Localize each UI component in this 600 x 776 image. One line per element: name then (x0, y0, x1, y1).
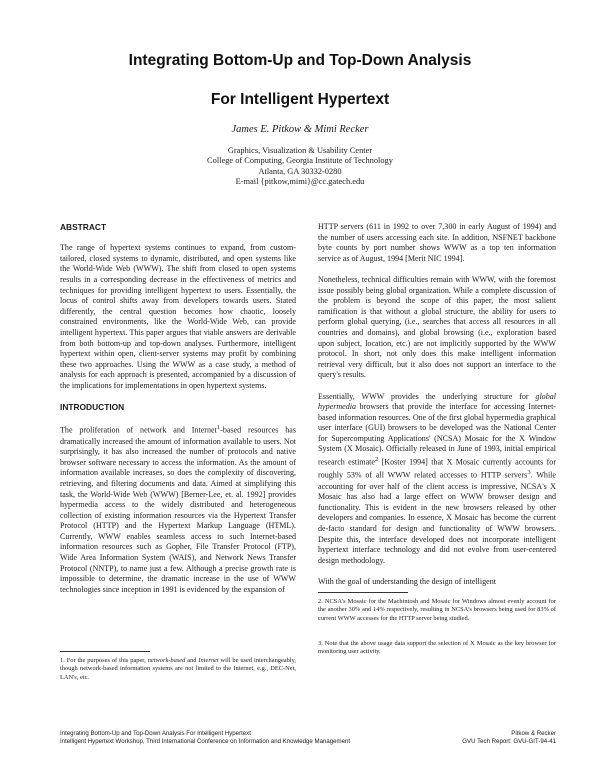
footnote-3: 3. Note that the above usage data support the selection of X Mosaic as the key browser for monitoring user activity. (318, 640, 556, 656)
footer-venue: Intelligent Hypertext Workshop, Third International Conference on Information and Knowledge Management (60, 738, 351, 746)
paragraph-design-goal: With the goal of understanding the design of intelligent (318, 576, 497, 586)
paragraph-global-organization: Nonetheless, technical difficulties remain with WWW, with the foremost issue possibly being global organization. While a complete discussion of the problem is beyond the scope of this paper, the most salient ramification is that without a global structure, the ability for users to perform global querying, (i.e., searches that access all resources in all countries and domains), and global browsing (i.e., exploration based upon subject, location, etc.) are not implicitly supported by the WWW protocol. In short, not only does this make intelligent information retrieval very difficult, but it also does not support an interface to the query's results. (318, 274, 556, 380)
abstract-heading: ABSTRACT (60, 222, 107, 232)
footnote-divider (318, 592, 408, 593)
paragraph-http-growth: HTTP servers (611 in 1992 to over 7,300 in early August of 1994) and the number of users accessing each site. In addition, NSFNET backbone byte counts by port number shows WWW as a top ten information service as of August, 1994 [Merit NIC 1994]. (318, 222, 556, 263)
affiliation-line: Atlanta, GA 30332-0280 (258, 166, 342, 176)
authors: James E. Pitkow & Mimi Recker (231, 124, 369, 135)
affiliation-line: E-mail {pitkow,mimi}@cc.gatech.edu (235, 176, 365, 186)
paragraph-mosaic: Essentially, WWW provides the underlying structure for global hypermedia browsers that provide the interface for accessing Internet-based information resources. One of the first global hypermedia graphical user interface (GUI) browsers to be developed was the National Center for Supercomputing Applications' (NCSA) Mosaic for the X Window System (X Mosaic). Officially released in June of 1993, initial empirical research estimate$^2$ [Koster 1994] that X Mosaic currently accounts for roughly 53% of all WWW related accesses to HTTP servers$^3$. While accounting for over half of the client access is impressive, NCSA's X Mosaic has also had a large effect on WWW browser design and functionality. This is evident in the new browsers released by other developers and companies. In essence, X Mosaic has become the current de-facto standard for design and functionality of WWW browsers. Despite this, the interface developed does not incorporate intelligent hypertext interface technology and did not evolve from user-centered design methodology. (318, 391, 556, 565)
footnote-ref-2: 2 (374, 456, 379, 464)
affiliation-line: Graphics, Visualization & Usability Center (227, 146, 373, 155)
affiliation (0, 146, 600, 187)
paper-title-line-2: For Intelligent Hypertext (210, 91, 390, 108)
footnote-2: 2. NCSA's Mosaic for the Machintosh and Mosaic for Windows almost evenly account for the another 30% and 14% respectively, resulting in NCSA's browsers being used for 83% of current WWW accesses for the HTTP server being studied. (318, 598, 556, 622)
footer-running-title: Integrating Bottom-Up and Top-Down Analysis For Intelligent Hypertext (60, 730, 251, 737)
page-footer-right (400, 730, 556, 747)
paper-title-line-1: Integrating Bottom-Up and Top-Down Analysis (128, 52, 472, 69)
footnote-1: 1. For the purposes of this paper, network-based and Internet will be used interchangeably, though network-based information systems are not limited to the Internet, e.g., DEC-Net, LAN's, etc. (60, 657, 296, 681)
introduction-heading: INTRODUCTION (60, 402, 125, 413)
right-column (318, 222, 556, 588)
footer-report-number: GVU Tech Report: GVU-GIT-94-41 (462, 738, 556, 746)
footer-authors: Pitkow & Recker (511, 730, 556, 737)
footnote-ref-3: 3 (527, 469, 531, 477)
left-column (60, 222, 296, 595)
introduction-text: The proliferation of network and Internet$^1$-based resources has dramatically increased the amount of information available to users. Not surprisingly, it has also increased the number of protocols and native browser software necessary to access the information. As the amount of information available increases, so does the complexity of discovering, retrieving, and filtering documents and data. Aimed at simplifying this task, the World-Wide Web (WWW) [Berner-Lee, et. al. 1992] provides hypermedia access to the widely distributed and heterogeneous collection of existing information resources via the Hypertext Transfer Protocol (HTTP) and the Hypertext Markup Language (HTML). Currently, WWW enables seamless access to such Internet-based information resources such as Gopher, File Transfer Protocol (FTP), Wide Area Information System (WAIS), and Network News Transfer Protocol (NNTP), to name just a few. Although a precise growth rate is impossible to determine, the dramatic increase in the use of WWW technologies since inception in 1991 is evidenced by the expansion of (60, 424, 296, 594)
abstract-text: The range of hypertext systems continues to expand, from custom-tailored, closed systems to dynamic, distributed, and open systems like the World-Wide Web (WWW). The shift from closed to open systems results in a corresponding decrease in the effectiveness of metrics and techniques for providing intelligent hypertext to users. Essentially, the locus of control shifts away from developers towards users. Stated differently, the central question becomes how chaotic, loosely constrained environments, like the World-Wide Web, can provide intelligent hypertext. This paper argues that viable answers are derivable from both bottom-up and top-down analyses. Furthermore, intelligent hypertext within open, client-server systems may profit by combining these two approaches. Using the WWW as a case study, a method of analysis for each approach is presented, accompanied by a discussion of the implications for implementations in open hypertext systems. (60, 243, 296, 390)
affiliation-line: College of Computing, Georgia Institute of Technology (207, 156, 393, 166)
page-footer-left (60, 730, 390, 747)
footnote-ref-1: 1 (216, 424, 221, 432)
footnote-divider (60, 651, 150, 652)
